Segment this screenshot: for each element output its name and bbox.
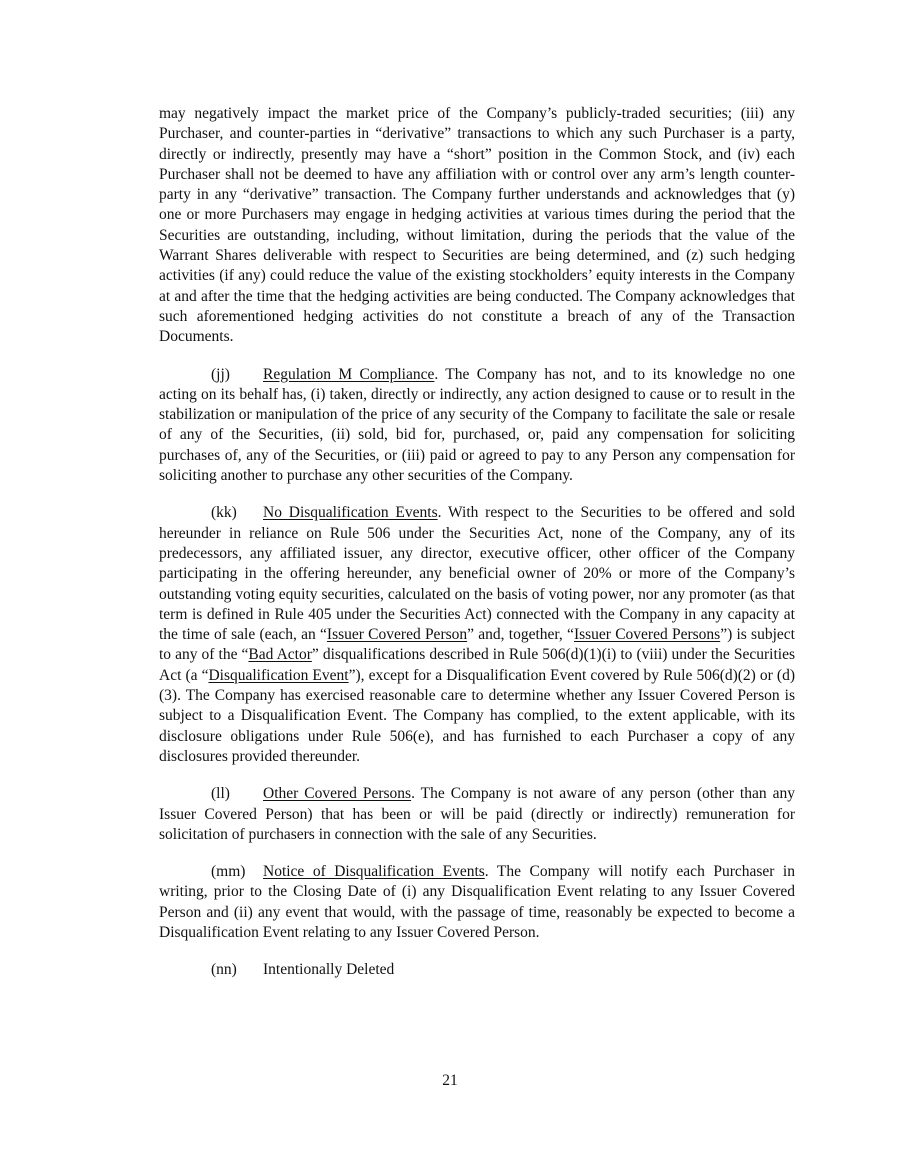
section-kk [159,503,795,767]
defined-term: Issuer Covered Persons [573,626,721,644]
continuation-paragraph: may negatively impact the market price of the Company’s publicly-traded securities; (iii) any Purchaser, and counter-parties in “derivative” transactions to which any such Purchaser is a party, directly or indirectly, presently may have a “short” position in the Common Stock, and (iv) each Purchaser shall not be deemed to have any affiliation with or control over any arm’s length counter-party in any “derivative” transaction. The Company further understands and acknowledges that (y) one or more Purchasers may engage in hedging activities at various times during the period that the Securities are outstanding, including, without limitation, during the periods that the value of the Warrant Shares deliverable with respect to Securities are being determined, and (z) such hedging activities (if any) could reduce the value of the existing stockholders’ equity interests in the Company at and after the time that the hedging activities are being conducted. The Company acknowledges that such aforementioned hedging activities do not constitute a breach of any of the Transaction Documents. [159,105,795,346]
section-number: (kk) [211,504,237,522]
section-text: . The Company has not, and to its knowledge no one acting on its behalf has, (i) taken, directly or indirectly, any action designed to cause or to result in the stabilization or manipulation of the price of any security of the Company to facilitate the sale or resale of any of the Securities, (ii) sold, bid for, purchased, or, paid any compensation for soliciting purchases of, any of the Securities, or (iii) paid or agreed to pay to any Person any compensation for soliciting another to purchase any other securities of the Company. [159,365,796,485]
defined-term: Bad Actor [248,646,312,664]
section-text: ” and, together, “ [467,626,574,644]
section-ll [159,784,795,845]
section-text: ”), except for a Disqualification Event covered by Rule 506(d)(2) or (d)(3). The Company has exercised reasonable care to determine whether any Issuer Covered Person is subject to a Disqualification Event. The Company has complied, to the extent applicable, with its disclosure obligations under Rule 506(e), and has furnished to each Purchaser a copy of any disclosures provided thereunder. [159,666,795,765]
section-number: (mm) [211,863,246,881]
page-number: 21 [442,1072,458,1089]
section-heading: Intentionally Deleted [263,961,395,979]
section-heading: No Disqualification Events [263,504,438,522]
section-number: (jj) [211,365,230,383]
section-jj [159,365,795,487]
defined-term: Disqualification Event [208,666,349,684]
section-mm [159,862,795,943]
section-text: ” disqualifications described in Rule 506(d)(1)(i) to (viii) under the Securities Act (a “ [159,646,795,684]
section-text: . With respect to the Securities to be offered and sold hereunder in reliance on Rule 506 under the Securities Act, none of the Company, any of its predecessors, any affiliated issuer, any director, executive officer, other officer of the Company participating in the offering hereunder, any beneficial owner of 20% or more of the Company’s outstanding voting equity securities, calculated on the basis of voting power, nor any promoter (as that term is defined in Rule 405 under the Securities Act) connected with the Company in any capacity at the time of sale (each, an “ [159,504,795,644]
document-body [159,104,795,998]
section-text: . The Company is not aware of any person (other than any Issuer Covered Person) that has been or will be paid (directly or indirectly) remuneration for solicitation of purchasers in connection with the sale of any Securities. [159,785,796,843]
section-heading: Other Covered Persons [263,785,412,803]
section-nn [159,960,795,980]
section-heading: Notice of Disqualification Events [263,863,485,881]
section-heading: Regulation M Compliance [263,365,435,383]
section-number: (nn) [211,961,237,979]
section-text: . The Company will notify each Purchaser in writing, prior to the Closing Date of (i) any Disqualification Event relating to any Issuer Covered Person and (ii) any event that would, with the passage of time, reasonably be expected to become a Disqualification Event relating to any Issuer Covered Person. [159,863,795,941]
section-number: (ll) [211,785,230,803]
section-text: ”) is subject to any of the “ [159,626,795,664]
defined-term: Issuer Covered Person [326,626,468,644]
